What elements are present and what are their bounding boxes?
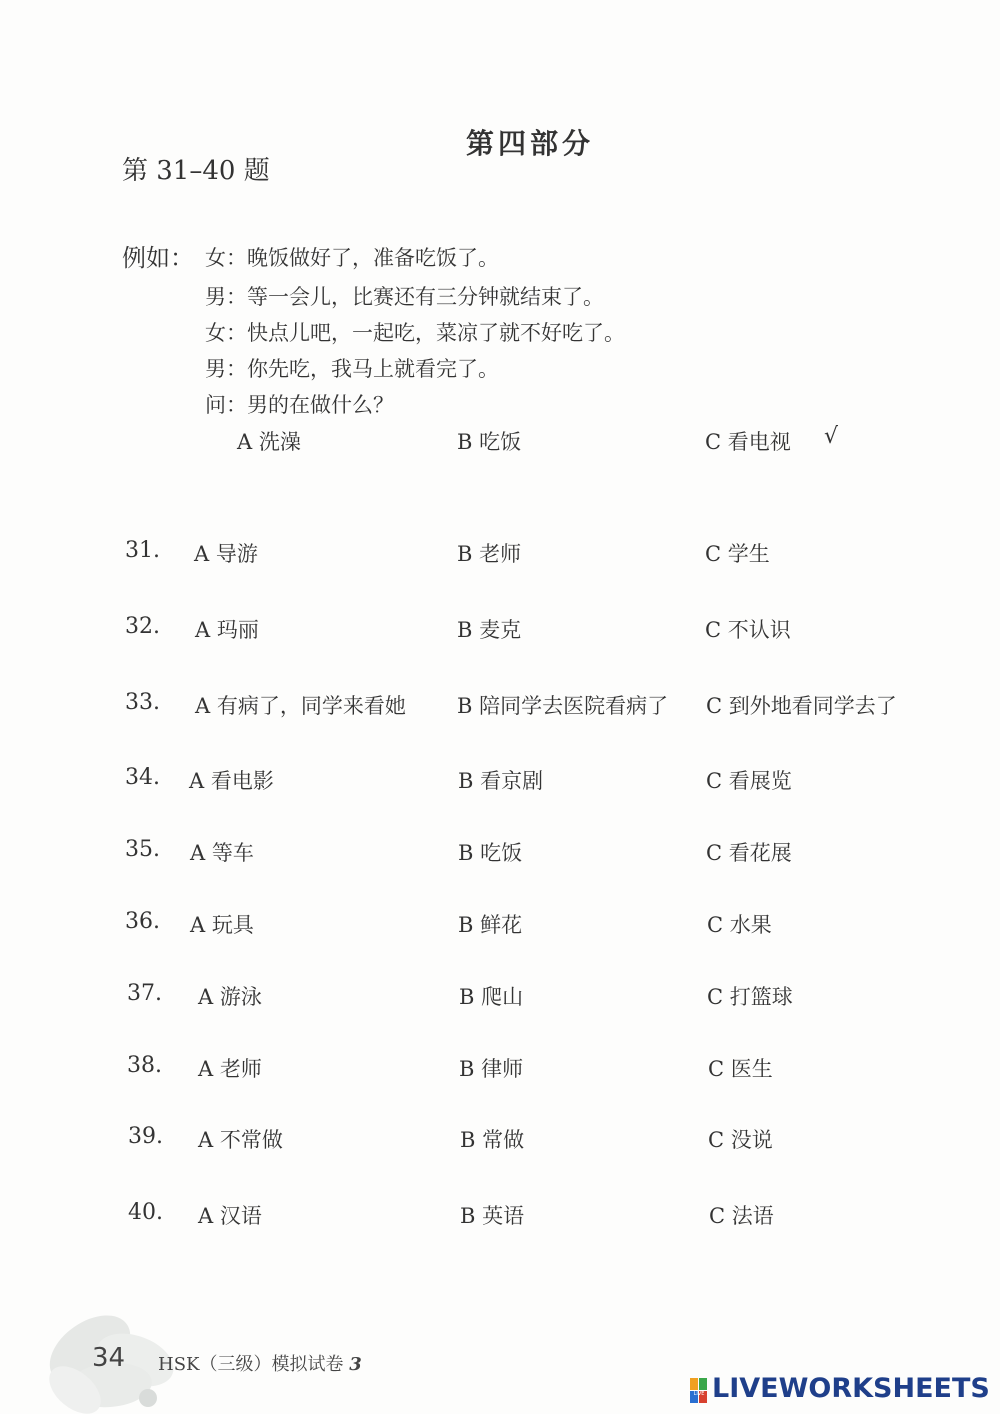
option-c[interactable]: C 没说 bbox=[708, 1128, 773, 1152]
option-b[interactable]: B 鲜花 bbox=[458, 913, 523, 937]
option-a[interactable]: A 游泳 bbox=[198, 985, 262, 1009]
option-b[interactable]: B 麦克 bbox=[457, 618, 522, 642]
question-number: 36. bbox=[125, 909, 160, 934]
option-a[interactable]: A 导游 bbox=[194, 542, 258, 566]
example-label: 例如： bbox=[122, 244, 194, 272]
option-b[interactable]: B 老师 bbox=[457, 542, 522, 566]
page-number: 34 bbox=[92, 1343, 126, 1373]
section-title: 第四部分 bbox=[465, 127, 594, 160]
option-c[interactable]: C 法语 bbox=[709, 1204, 774, 1228]
book-title bbox=[158, 1350, 362, 1376]
liveworksheets-logo-icon bbox=[690, 1378, 708, 1404]
option-b[interactable]: B 看京剧 bbox=[458, 769, 544, 793]
example-line: 男：等一会儿，比赛还有三分钟就结束了。 bbox=[205, 285, 604, 309]
question-number: 31. bbox=[125, 538, 160, 563]
option-a[interactable]: A 有病了，同学来看她 bbox=[195, 694, 406, 718]
option-a[interactable]: A 玩具 bbox=[190, 913, 254, 937]
option-c[interactable]: C 水果 bbox=[707, 913, 772, 937]
option-a[interactable]: A 老师 bbox=[198, 1057, 262, 1081]
question-number: 32. bbox=[125, 614, 160, 639]
question-number: 35. bbox=[125, 837, 160, 862]
question-number: 34. bbox=[125, 765, 160, 790]
book-number: 3 bbox=[349, 1354, 362, 1375]
option-c[interactable]: C 不认识 bbox=[705, 618, 791, 642]
liveworksheets-brand[interactable]: LIVEWORKSHEETS bbox=[712, 1373, 990, 1404]
option-a[interactable]: A 不常做 bbox=[198, 1128, 283, 1152]
option-c[interactable]: C 打篮球 bbox=[707, 985, 793, 1009]
example-line: 男：你先吃，我马上就看完了。 bbox=[205, 357, 499, 381]
example-line: 女：快点儿吧，一起吃，菜凉了就不好吃了。 bbox=[205, 321, 625, 345]
example-option-a: A 洗澡 bbox=[237, 430, 301, 454]
question-number: 39. bbox=[128, 1124, 163, 1149]
option-b[interactable]: B 吃饭 bbox=[458, 841, 523, 865]
example-option-b: B 吃饭 bbox=[457, 430, 522, 454]
option-c[interactable]: C 学生 bbox=[705, 542, 770, 566]
example-option-c: C 看电视 bbox=[705, 430, 791, 454]
option-b[interactable]: B 陪同学去医院看病了 bbox=[457, 694, 669, 718]
book-title-text: HSK（三级）模拟试卷 bbox=[158, 1354, 344, 1375]
example-line: 女：晚饭做好了，准备吃饭了。 bbox=[205, 246, 499, 270]
option-c[interactable]: C 看展览 bbox=[706, 769, 792, 793]
option-b[interactable]: B 常做 bbox=[460, 1128, 525, 1152]
option-a[interactable]: A 看电影 bbox=[189, 769, 274, 793]
question-number: 40. bbox=[128, 1200, 163, 1225]
option-a[interactable]: A 汉语 bbox=[198, 1204, 262, 1228]
option-a[interactable]: A 玛丽 bbox=[195, 618, 259, 642]
question-range-label: 第 31–40 题 bbox=[122, 156, 270, 186]
check-mark: √ bbox=[824, 424, 839, 449]
question-number: 37. bbox=[127, 981, 162, 1006]
option-c[interactable]: C 医生 bbox=[708, 1057, 773, 1081]
question-number: 33. bbox=[125, 690, 160, 715]
option-b[interactable]: B 英语 bbox=[460, 1204, 525, 1228]
option-c[interactable]: C 到外地看同学去了 bbox=[706, 694, 897, 718]
option-b[interactable]: B 爬山 bbox=[459, 985, 524, 1009]
example-question: 问：男的在做什么？ bbox=[205, 393, 394, 417]
option-c[interactable]: C 看花展 bbox=[706, 841, 792, 865]
logo-letters: LIVE bbox=[693, 1391, 705, 1397]
option-b[interactable]: B 律师 bbox=[459, 1057, 524, 1081]
question-number: 38. bbox=[127, 1053, 162, 1078]
option-a[interactable]: A 等车 bbox=[190, 841, 254, 865]
